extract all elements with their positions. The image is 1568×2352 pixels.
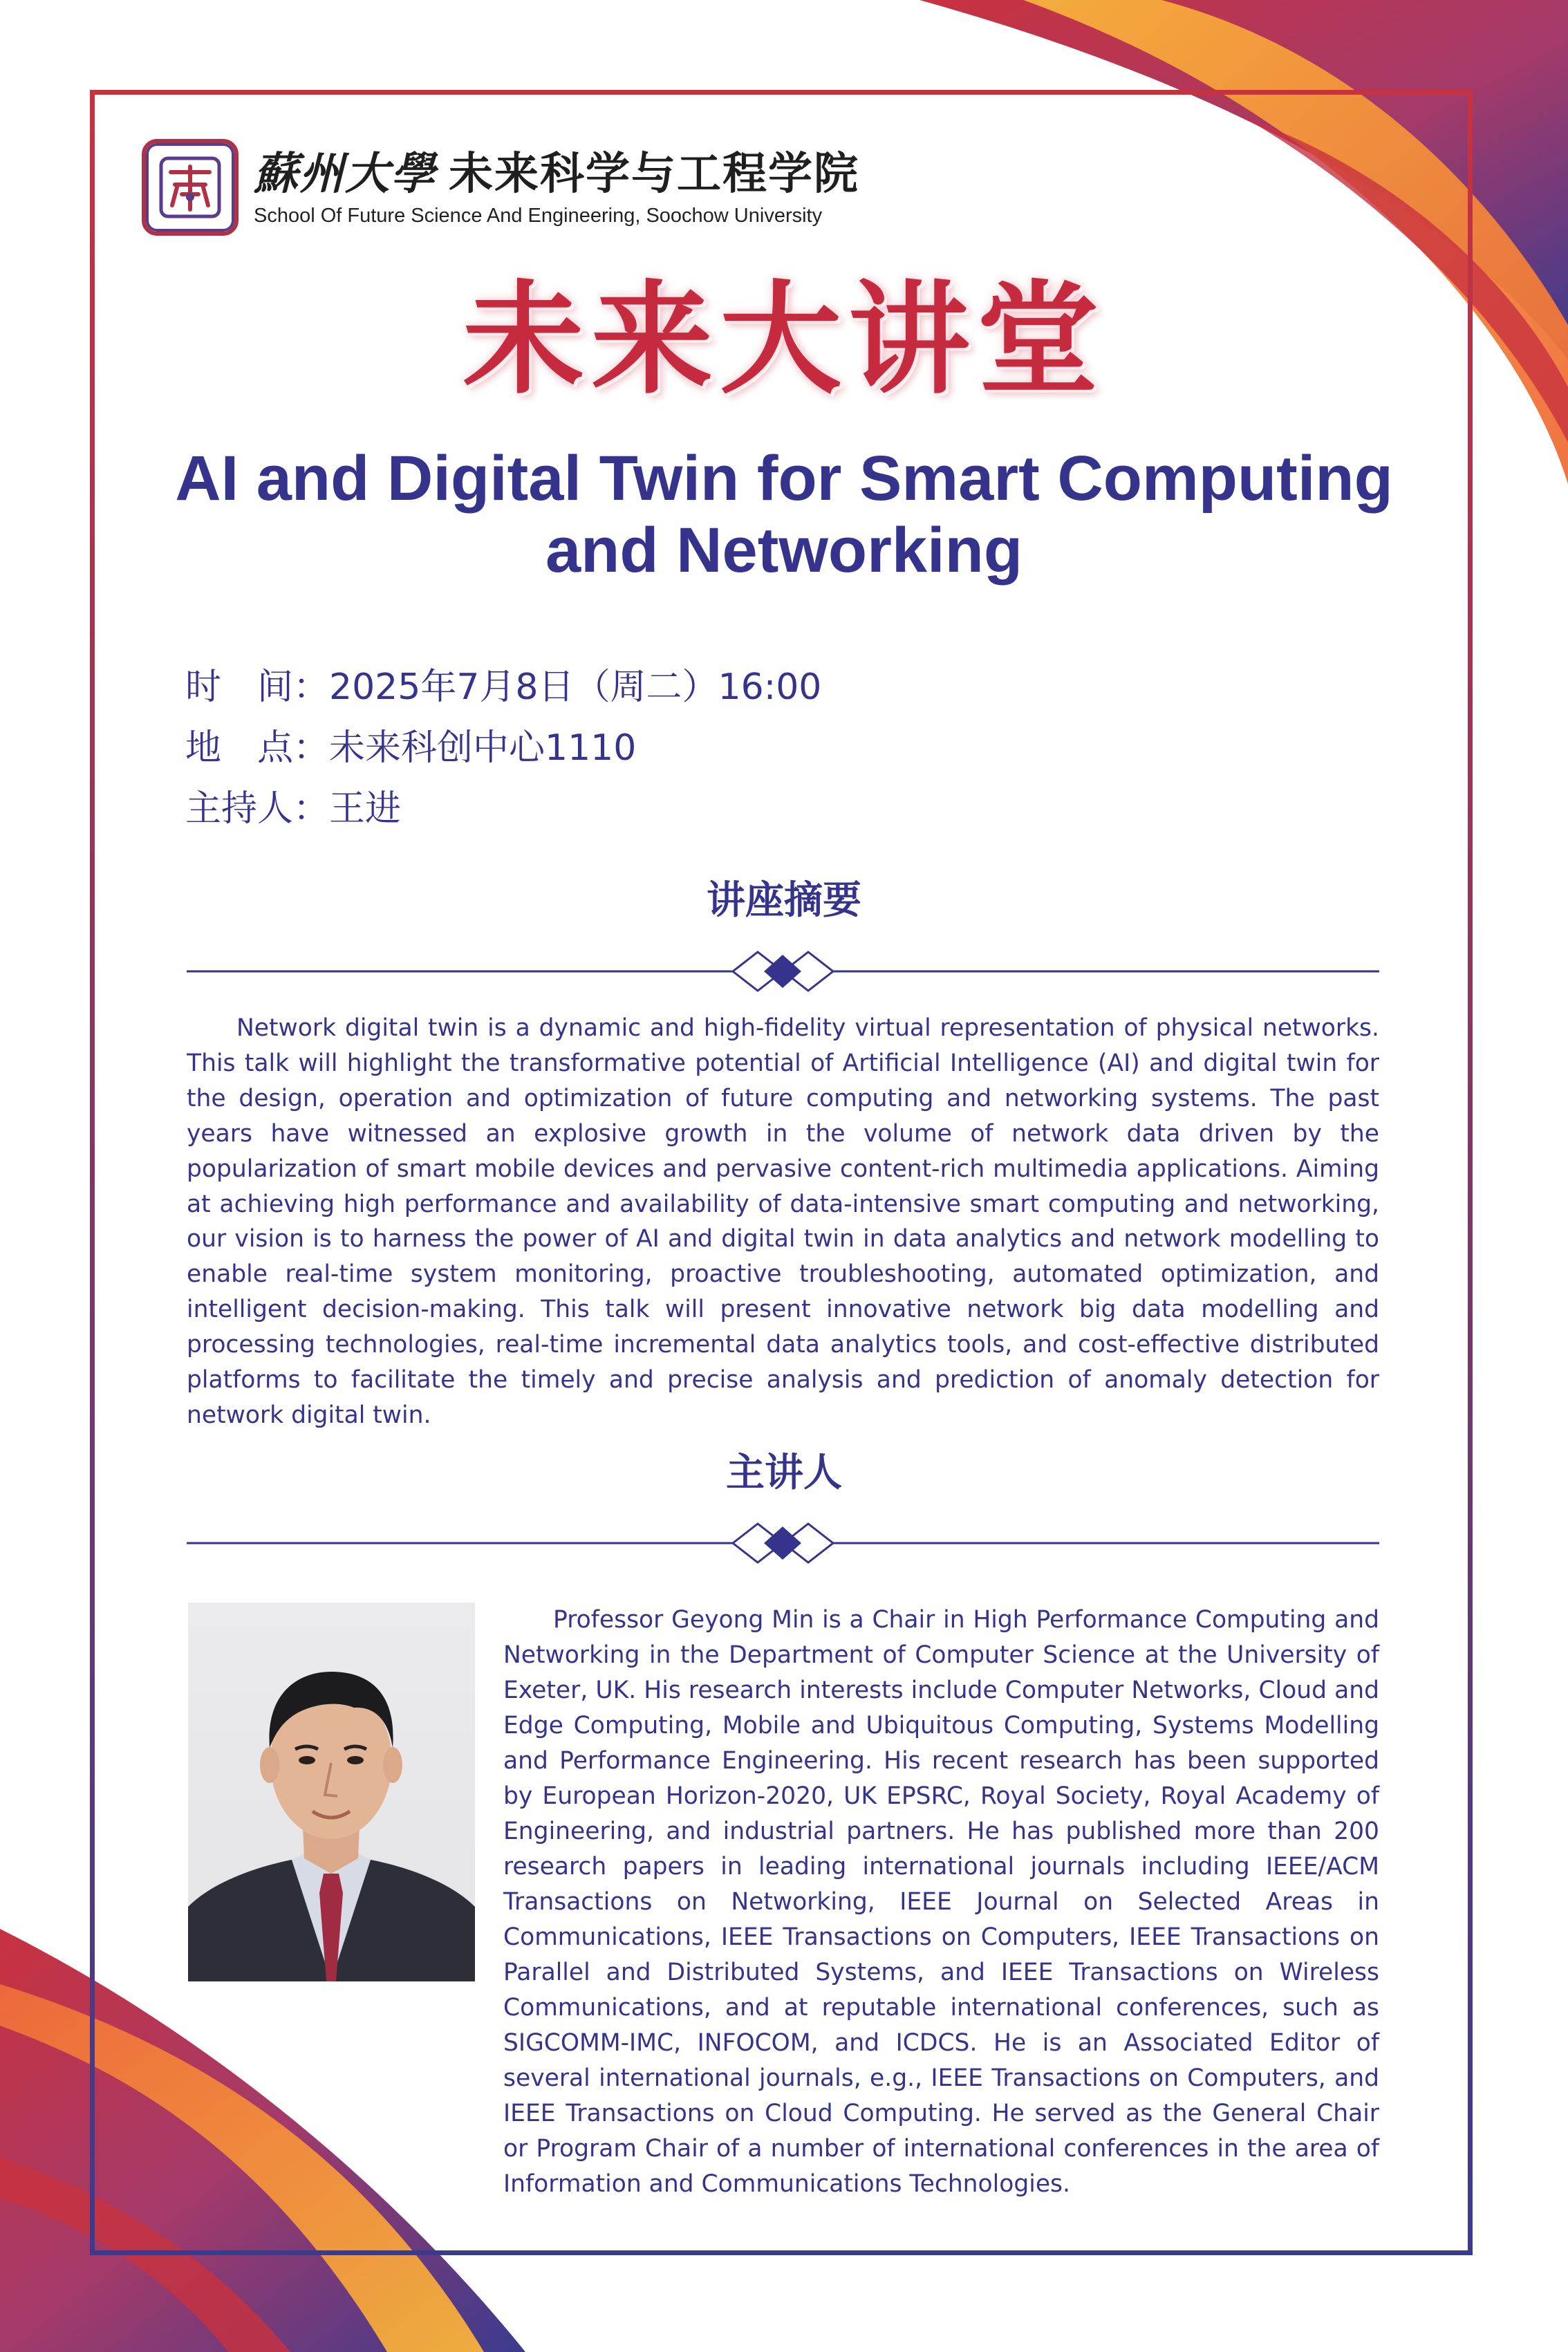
time-label: 时 间： xyxy=(185,666,330,708)
speaker-bio: Professor Geyong Min is a Chair in High Performance Computing and Networking in the Department of Computer Science at the University of Exeter, UK. His research interests include Computer Networks, Cloud and Edge Computing, Mobile and Ubiquitous Computing, Systems Modelling and Performance Engineering. His recent research has been supported by European Horizon-2020, UK EPSRC, Royal Society, Royal Academy of Engineering, and industrial partners. He has published more than 200 research papers in leading international journals including IEEE/ACM Transactions on Networking, IEEE Journal on Selected Areas in Communications, IEEE Transactions on Computers, IEEE Transactions on Parallel and Distributed Systems, and IEEE Transactions on Wireless Communications, and at reputable international conferences, such as SIGCOMM-IMC, INFOCOM, and ICDCS. He is an Associated Editor of several international journals, e.g., IEEE Transactions on Computers, and IEEE Transactions on Cloud Computing. He served as the General Chair or Program Chair of a number of international conferences in the area of Information and Communications Technologies. xyxy=(503,1606,1379,2198)
logo-chinese-name xyxy=(254,148,859,200)
host-value: 王进 xyxy=(329,788,402,830)
series-title: 未来大讲堂 xyxy=(462,269,1105,411)
talk-title: AI and Digital Twin for Smart Computing and Networking xyxy=(175,443,1393,586)
place-value: 未来科创中心1110 xyxy=(329,727,637,769)
school-logo xyxy=(142,137,859,238)
university-seal-icon xyxy=(142,139,239,236)
time-value: 2025年7月8日（周二）16:00 xyxy=(329,666,822,708)
abstract-heading: 讲座摘要 xyxy=(707,878,861,923)
info-host-row xyxy=(185,778,821,839)
info-time-row xyxy=(185,657,821,718)
logo-text-block xyxy=(254,148,859,227)
place-label: 地 点： xyxy=(185,727,330,769)
info-place-row xyxy=(185,718,821,778)
event-info xyxy=(185,657,821,839)
school-name-english: School Of Future Science And Engineering, Soochow University xyxy=(254,204,823,227)
abstract-divider xyxy=(187,946,1379,996)
university-name-calligraphy: 蘇州大學 xyxy=(254,147,436,200)
speaker-photo xyxy=(188,1603,475,1981)
abstract-text: Network digital twin is a dynamic and high-fidelity virtual representation of physical networks. This talk will highlight the transformative potential of Artificial Intelligence (AI) and digital twin for the design, operation and optimization of future computing and networking systems. The past years have witnessed an explosive growth in the volume of network data driven by the popularization of smart mobile devices and pervasive content-rich multimedia applications. Aiming at achieving high performance and availability of data-intensive smart computing and networking, our vision is to harness the power of AI and digital twin in data analytics and network modelling to enable real-time system monitoring, proactive troubleshooting, automated optimization, and intelligent decision-making. This talk will present innovative network big data modelling and processing technologies, real-time incremental data analytics tools, and cost-effective distributed platforms to facilitate the timely and precise analysis and prediction of anomaly detection for network digital twin. xyxy=(187,1014,1379,1429)
speaker-heading: 主讲人 xyxy=(726,1450,842,1495)
school-name-chinese: 未来科学与工程学院 xyxy=(449,147,859,200)
speaker-portrait xyxy=(188,1603,475,1981)
speaker-divider xyxy=(187,1518,1379,1568)
host-label: 主持人： xyxy=(185,788,330,830)
